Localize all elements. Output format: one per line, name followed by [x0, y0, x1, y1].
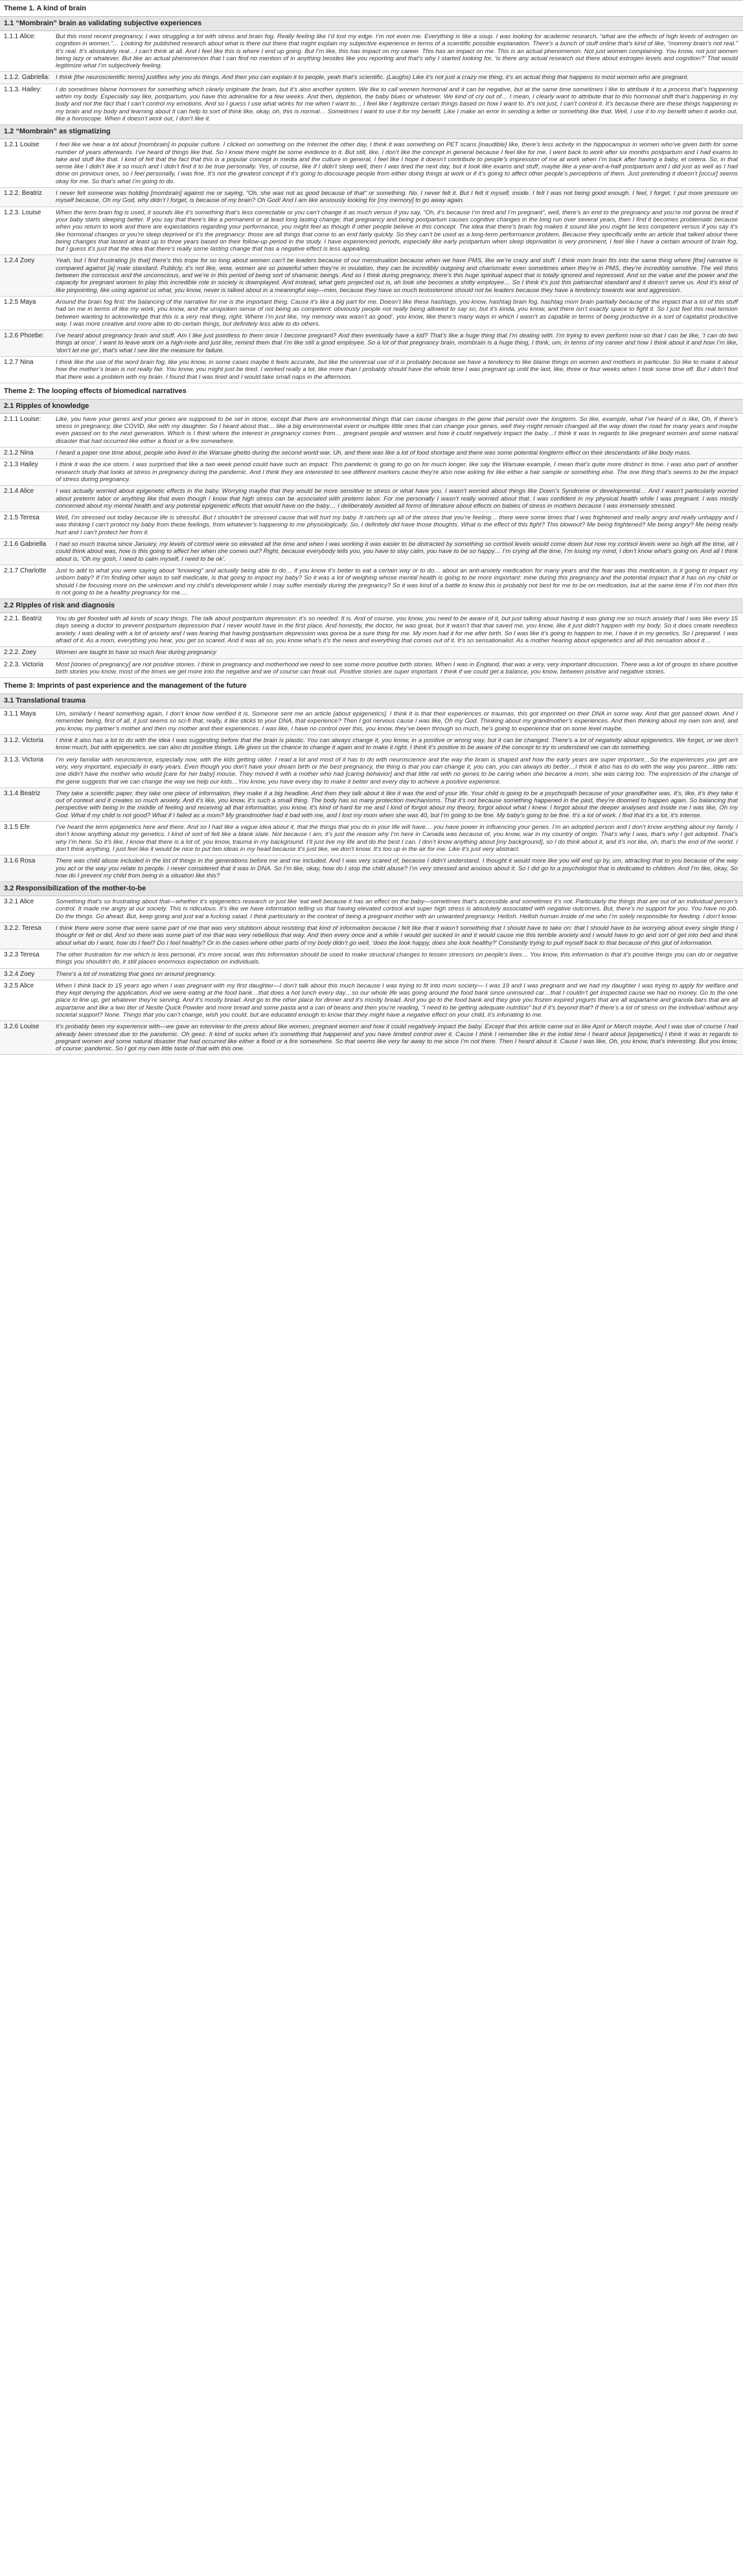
table-row [0, 539, 743, 565]
table-row [0, 855, 743, 882]
quote-text: I think it was the ice storm. I was surprised that like a two week period could have such an impact. This pandemic is going to go on for much longer, like say the Warsaw example, I mean that’s quite more distinct in time. I was also part of another research study that looks at stress in pregnancy during the pandemic. And I think they are interested to see different markers cause they’re also now asking for like either a hair sample or something else. The one thing that’s seems to be the impact of stress during pregnancy. [56, 461, 738, 483]
quote-id: 3.2.6 Louise [4, 1023, 40, 1031]
quote-text: I think there were some that were same part of me that was very stubborn about resisting that kind of information because I felt like that it wasn’t something that I should have to take on: that I should have to be worrying about every single thing I thought or felt or did. And so there was some part of me that was very rebellious that way. And then every once and a while I would get sucked in and it would cause me this terrible anxiety and I would have to go and sort of get into bed and think about what do I want, how do I feel? Do I feel healthy? Or in the cases where other parts of my body didn’t go well, ‘does the look happy, does she look healthy?’ Constantly trying to pull myself back to that because of this glut of information. [56, 925, 738, 947]
quote-id: 3.1.3. Victoria [4, 756, 43, 763]
quote-text: I’ve heard about pregnancy brain and stuff. Am I like just pointless to them once I become pregnant? And then eventually have a kid? That’s like a huge thing that I’m dealing with. I’m trying to even perform now so that I can be like, ‘I can do two things at once’. I want to leave work on a high-note and just like, remind them that I’m like still a good employee. So a lot of that pregnancy brain, mombrain is a huge thing, I think, um, in terms of my career and how I think about it and how I’m like, ‘don’t let me go’, that’s what I see like the measure for failure. [56, 332, 738, 354]
quote-text: There’s a lot of moralizing that goes on around pregnancy. [56, 970, 216, 978]
subtheme-heading: 3.2 Responsibilization of the mother-to-be [0, 882, 743, 896]
quote-text: Yeah, but I find frustrating [is that] there’s this trope for so long about women can’t be leaders because of our menstruation because when we have PMS, like we’re crazy and stuff. I think mom brain fits into the same thing where [the] narrative is compared against [a] male standard. Publicly, it’s not like, wow, women are so powerful when they’re in ovulation, they can be incredibly outgoing and charismatic even sometimes when they’re in PMS, they’re incredibly sensitive. The veil thins between the conscious and the unconscious, and we’re in this period of being sort of shamanic beings. And so I think during pregnancy, there’s this huge spiritual aspect that is totally ignored and repressed. And so the value and the power and the capacity for pregnant women to play this incredible role in society is downplayed. And instead, what gets projected out is, ah look she becomes a shitty employee… So I think it’s just this patriarchal standard and it doesn’t serve us. And it’s kind of like pinpointing, like using against us what, you know, never is talked about in a meaningful way—men, because they have so much testosterone should not be leaders because they have a tendency towards war and aggression. [56, 257, 738, 294]
quote-id: 1.2.2. Beatriz [4, 190, 42, 198]
quote-text: Just to add to what you were saying about “knowing” and actually being able to do… if you know it’s better to eat a certain way or to do… about an anti-anxiety medication for many years and the fear was this medication, is it going to impact my unborn baby? If I’m finding other ways to self medicate, is that going to impact my baby? So it was a lot of weighing whose mental health is going to be more important: mine during this pregnancy and the potential impact that it has on my child or should I be focusing more on the unknown and my child’s development while I may suffer mentally during the pregnancy? So it was kind of a battle to know this is probably not best for me to be on medication, but at the same time if I’m not then this is not going to be a healthy pregnancy for me…. [56, 567, 738, 596]
quote-text: Um, similarly I heard something again, I don’t know how verified it is. Someone sent me an article [about epigenetics]. I think it is that their experiences or traumas, this got imprinted on their DNA in some way. And that got passed down. And I remember being, first of all, it just seems so sci-fi that, really, it like sticks to your DNA, that experience? Then I got nervous cause I was like, Oh my God. Thinking about my grandmother’s experiences. And then thinking about my own son and, and you know, my partner’s mother and then my mother and their experiences. I was like, I have no control over this, you know, they’ve been through so much, he’s going to experience that on some level maybe. [56, 710, 738, 732]
quote-id: 2.1.7 Charlotte [4, 567, 47, 574]
quote-id: 3.1.4 Beatriz [4, 789, 41, 797]
table-row [0, 896, 743, 923]
quote-id: 3.1.6 Rosa [4, 857, 36, 865]
table-row [0, 754, 743, 788]
table-row [0, 949, 743, 969]
theme-heading: Theme 3: Imprints of past experience and the management of the future [0, 678, 743, 694]
table-row [0, 297, 743, 330]
theme-heading: Theme 1. A kind of brain [0, 1, 743, 17]
subtheme-heading: 1.1 “Mombrain” brain as validating subjective experiences [0, 17, 743, 31]
table-row [0, 708, 743, 735]
quote-group [0, 613, 743, 678]
subtheme-heading: 1.2 “Mombrain” as stigmatizing [0, 125, 743, 139]
quote-text: I never felt someone was holding [mombrain] against me or saying, “Oh, she was not as good because of that” or something. No. I never felt it. But I felt it myself, inside. I felt I was not being good enough. I feel, I forget. I put more pressure on myself because, Oh my God, why didn’t I forget, is because of my brain? Oh God! And I am like anxiously looking for [my memory] to go away again. [56, 190, 738, 205]
table-row [0, 980, 743, 1021]
table-row [0, 486, 743, 512]
table-row [0, 447, 743, 459]
quote-group [0, 414, 743, 599]
table-row [0, 330, 743, 357]
table-row [0, 512, 743, 539]
quote-text: The other frustration for me which is less personal, it’s more social, was this information should be used to make structural changes to lessen stressors on people’s lives… You know, this information is that it’s positive things you can do or negative things you shouldn’t do, it still places enormous expectation on individuals. [56, 951, 738, 966]
quote-id: 1.1.1 Alice: [4, 33, 36, 40]
quote-id: 2.2.1. Beatriz [4, 615, 42, 623]
quote-id: 1.1.2. Gabriella: [4, 74, 50, 82]
quote-text: I heard a paper one time about, people who lived in the Warsaw ghetto during the second world war. Uh, and there was like a lot of food shortage and there was some potential longterm effect on their descendants of like body mass. [56, 449, 692, 457]
quote-id: 1.2.5 Maya [4, 298, 36, 306]
quote-text: But this most recent pregnancy, I was struggling a lot with stress and brain fog. Really feeling like I’d lost my edge. I’m not even me. Everything is like a soup. I was looking for academic research, “what are the effects of high levels of estrogen on cognition in women.”… Looking for published research about what is there out there that might explain my subjective experience in terms of a scientific possible explanation. There’s a bunch of stuff online that’s kind of like, “mommy brain’s not real.” It’s real. It’s absolutely real…I can’t think at all. And I feel like this is where I end up going. But I’m like, this has impact on my career. This has an impact on me. This is an actual phenomenon. Not just women complaining. You know, not just women being lazy or whatever. But like an actual phenomenon that I can find no mention of in anything besides like you reporting and that’s why I started looking for, ‘is there any actual research out there about estrogen levels and cognition?’ That would legitimize what I’m subjectively feeling. [56, 33, 738, 70]
quote-id: 2.2.2. Zoey [4, 649, 37, 657]
table-row [0, 84, 743, 125]
table-row [0, 357, 743, 383]
subtheme-heading: 3.1 Translational trauma [0, 694, 743, 708]
quote-text: I feel like we hear a lot about [mombrain] in popular culture. I clicked on something on the Internet the other day, I think it was something on PET scans [inaudible] like, there’s less activity in the hippocampus in women who’ve given birth for some number of years afterwards. I’ve heard of things like that. So I know there might be some evidence to it. But still, like, I don’t like the concept in general because I feel like for me, I went back to work after six months postpartum and I had exams to take and stuff like that. I kind of felt that the fact that this is a popular concept in media and the culture in general, I feel like I hope it doesn’t contribute to people’s impression of me at work when I’m back after having a baby, et cetera. So, in that sense like I didn’t like it so much and I didn’t find it to be true personally. Yes, of course, like if I didn’t sleep well, then I was tired the next day, but it took like exams and stuff, maybe like a year-and-a-half postpartum and I did just as well as I had done on previous ones, so I feel personally, I was fine. It’s not the greatest concept if it’s going to discourage people from either doing things at work or if it’s going to affect other people’s perceptions of them. Just pretending it doesn’t [occur] seems okay for me. So that’s what I’m going to do. [56, 141, 738, 185]
quote-id: 1.2.3. Louise [4, 209, 41, 216]
quote-id: 2.1.4 Alice [4, 488, 34, 495]
quote-id: 1.2.4 Zoey [4, 257, 35, 265]
quote-text: I think it also has a lot to do with the idea I was suggesting before that the brain is plastic. You can always change it, you know, in a positive or wrong way, but it can be changed. There’s a lot of negativity about epigenetics. We forget, or we don’t know much, but with epigenetics, we can also do positive things. Life gives us the chance to change it again and to make it right. I think it’s positive to be aware of the concept to try to understand we can do something. [56, 737, 738, 752]
table-row [0, 969, 743, 980]
table-row [0, 659, 743, 679]
quote-text: When the term brain fog is used, it sounds like it’s something that’s less correctable or you can’t change it as much versus if you say, “Oh, it’s because I’m tired and I’m pregnant”, well, there’s an end to the pregnancy and you’re not gonna be tired if your baby starts sleeping better. If you say that there’s like a permanent or at least long lasting change; that pregnancy and being postpartum causes cognitive changes in the long run over several years, then I find it becomes problematic because when you return to work and there are expectations regarding your performance, you might feel as though if other people believe in this concept. The idea that there’s brain fog makes it sound like you might be less competent versus if you say it’s like hormonal changes or you’re sleep deprived or it’s the pregnancy: those are all things that come to an end fairly quickly. So they can’t be used as a long-term performance problem. Because they specifically write an article that talked about there being changes that lasted at least up to three years based on their follow-up period in the study. I have experienced periods, especially like early postpartum when sleep deprivation is very prominent, I feel like I have a certain amount of brain fog, but I guess it’s just that the idea that there’s really some lasting change that has a negative effect is less appealing. [56, 209, 738, 253]
table-row [0, 414, 743, 447]
quote-text: I think [the neuroscientific terms] justifies why you do things. And then you can explain it to people, yeah that’s scientific. (Laughs) Like it’s not just a crazy me thing, it’s an actual thing that happens to most women who are pregnant. [56, 74, 689, 82]
quote-text: Around the brain fog first: the balancing of the narrative for me is the important thing. Cause it’s like a big part for me. Doesn’t like these hashtags, you know, hashtag brain fog, hashtag mom brain partially because of the impact that a lot of this stuff had on me in terms of like my work, you know, and the unspoken sense of not being as competent: obviously people not really being allowed to say so, but it’s kinda, you know, and there isn’t exactly space to fight it. So I just feel this real tension between wanting to acknowledge that this is a very real thing, right. Where I’m just like, ‘my memory was wasn’t as good’, you know, like there’s many ways in which I wasn’t as capable in terms of being productive in a sort of capitalist productive way. I was more creative and more able to do certain things, but definitely less able to do others. [56, 298, 738, 328]
quote-id: 2.1.2 Nina [4, 449, 34, 457]
table-row [0, 139, 743, 188]
quote-id: 1.2.1 Louise [4, 141, 40, 149]
table-row [0, 188, 743, 207]
quote-text: Something that’s so frustrating about that—whether it’s epigenetics research or just like ‘eat well because it has an effect on the baby—sometimes that’s accessible and sometimes it’s not. Particularly the things that are out of an individual person’s control. It made me angry at our society. This is ridiculous. It’s like we have information telling us that having elevated cortisol and super high stress is absolutely associated with negative outcomes. But, there’s no support for you. You have no job. Do the things. Go ahead. But, keep going and just eat a fucking salad. I think particularly in the context of being a pregnant mother with an unwanted pregnancy. Hellish. Hellish human inside of me who I’m solely responsible for feeding. I don’t know. [56, 898, 738, 920]
table-row [0, 647, 743, 659]
quote-id: 2.1.1 Louise: [4, 415, 41, 423]
quote-text: You do get flooded with all kinds of scary things. The talk about postpartum depression: it’s so needed. It is. And of course, you know, you need to be aware of it, but just talking about having it was giving me so much anxiety that I was like every 15 days seeing a doctor to prevent postpartum depression that I never would have in the first place. And honestly, the doctor, he was great, but it wasn’t that that saved me, you know, like it just didn’t happen with my body. So it does create needless anxiety. I was dealing with a lot of anxiety and I was fearing that having postpartum depression was gonna be a sure thing for me. My mom had it for me after birth. So I was like it’s going to happen to me, I have it in my genetics. So I prepared. I was afraid of it. As a mom, everything you hear, you get so scared. And it was all so, you know what’s it’s the news and everything that comes out of it. It’s so sensationalist. As a mother hearing about epigenetics and all this sensation about it… [56, 615, 738, 644]
quote-group [0, 896, 743, 1055]
quote-id: 1.1.3. Hailey: [4, 85, 42, 93]
quote-text: I think like the use of the word brain fog, like you know, in some cases maybe it feels accurate, but like the universal use of it is probably because we have a tendency to like blame things on women and mothers in particular. So like to make it about how the mother’s brain is not really fair. You know, you might just be tired. I worked really a lot, like more than I probably should have the whole time I was pregnant up until the last, like, three or four weeks when I took some time off. But I didn’t find that there was a problem with my brain. I found that I was tired and I would take small naps in the afternoon. [56, 358, 738, 381]
table-row [0, 613, 743, 647]
quote-text: I’ve heard the term epigenetics here and there. And so I had like a vague idea about it, that the things that you do in your life will have… you have power in influencing your genes. I’m an adopted person and I don’t know anything about my family. I don’t know anything about my genetics. I kind of sort of felt like a blank slate. Not because I am, it’s just the reason why I’m here in Canada was because of, you know, war in my country of origin. That’s why I was, that’s why I got adopted. That’s why I’m here. So it’s like, I know that there is a lot of, you know, trauma in my background. I’ll just live my life and do the best I can. I don’t know anything about [my background], so I do think about it, and it’s not like, oh, that’s the end of the world. I don’t think anything, I just feel like it would be nice to put two ideas in my head because it’s just like, we don’t know. It’s too up in the air for me. Like it’s just very abstract. [56, 824, 738, 853]
table-row [0, 31, 743, 72]
quote-text: I was actually worried about epigenetic effects in the baby. Worrying maybe that they would be more sensitive to stress or what have you. I wasn’t worried about things like Down’s Syndrome or developmental… And I wasn’t particularly worried about preterm labor or anything like that even though I know that high stress can be associated with preterm labor. For me personally I wasn’t really worried about that. I was confident in my physical health while I was pregnant. I was mostly concerned about my mental health and any potential epigenetic effects that would have on the baby… I deliberately avoided all forms of literature about effects on babies of stress in mothers because I was immensely stressed. [56, 488, 738, 510]
quote-text: Well, I’m stressed out today because life is stressful. But I shouldn’t be stressed cause that will hurt my baby. It ratchets up all of the stress that you’re feeling… there were some times that I was frightened and really angry and really unhappy and I was thinking I can’t protect my baby from these feelings, from whatever’s happening to me physiologically. So, I definitely did have those thoughts. What is the effect of this fight? This blowout? Me being frightened? Me being angry? Me being really hurt and I can’t protect her from it. [56, 514, 738, 536]
quote-text: Most [stories of pregnancy] are not positive stories. I think in pregnancy and motherhood we need to see some more positive birth stories. When I was in England, that was a very, very important discussion. There was a lot of groups to share positive birth stories you know, most of the times we get more into the negative and we of course can freak out. Positive stories are super important. I think if we could get a balance, you know, between positive and negative stories. [56, 661, 738, 675]
quote-text: Women are taught to have so much fear during pregnancy [56, 649, 216, 657]
quote-id: 3.1.1 Maya [4, 710, 36, 718]
quote-id: 3.2.3 Teresa [4, 951, 40, 958]
table-row [0, 923, 743, 949]
quote-id: 3.2.5 Alice [4, 982, 34, 989]
quote-text: When I think back to 15 years ago when I was pregnant with my first daughter—I don’t talk about this much because I was trying to fit into mom society— I was 19 and I was pregnant and we had my daughter I was trying to apply for welfare and they kept denying the application. And we were eating at the food bank…that does a hot lunch every day…so our whole life was going around the food bank since uninsured car…that I couldn’t get inspected cause we had no money. Go to the one place to line up, get whatever they’re serving. And it’s mostly bread. And go to the other place for dinner and it’s mostly bread. And you go to the food bank and they give you frozen expired yogurts that are all aspartame and granola bars that are all aspartame and like a two liter of Nestle Quick Powder and more bread and some pasta and a can of beans and then you’re reading, “I need to be getting adequate nutrition” but if it’s beyond that? If there’s a lot of stress on the individual without any societal support? None. Things that you can’t change, wish you could, but are educated enough to know that they might have a negative effect on your child, it’s infuriating to me. [56, 982, 738, 1019]
quote-id: 1.2.6 Phoebe: [4, 332, 45, 340]
table-row [0, 1021, 743, 1055]
quote-text: There was child abuse included in the list of things in the generations before me and me included. And I was very scared of, because I didn’t understand. I thought it would more like you will end up by, um, attracting that to you because of the way you act or the way you relate to people. I never considered that it was in DNA. So I’m like, okay, how do I stop the child abuse? I’m very stressed and anxious about it. So I did go to a psychologist that is dedicated to children. And I’m like, okay, So how do I prevent my child from being in a situation like this? [56, 857, 738, 879]
quote-text: Like, you have your genes and your genes are supposed to be set in stone, except that there are environmental things that can cause changes in the gene that persist over the longterm. So like, example, what I’ve heard of is like, Oh, if there’s stress in pregnancy, like COVID, like with my daughter. So I heard about that… like a big environmental event or multiple little ones that can change your genes, well they might remain changed all the way down the road for many years and maybe even passed on to the next generation. Which is I think where the interest in pregnancy comes from… pregnant people and women and how it could negatively impact the baby…I think it was in regards to like pregnant women and some natural disaster that had occurred like either a flood or a fire somewhere. [56, 415, 738, 445]
table-row [0, 255, 743, 296]
table-row [0, 822, 743, 855]
quote-id: 2.1.3 Hailey [4, 461, 38, 469]
quote-group [0, 139, 743, 383]
table-row [0, 207, 743, 256]
theme-heading: Theme 2: The looping effects of biomedical narratives [0, 383, 743, 400]
quote-id: 2.2.3. Victoria [4, 661, 43, 668]
quote-id: 3.2.2. Teresa [4, 925, 41, 932]
table-document [0, 0, 743, 1055]
quote-group [0, 708, 743, 882]
quote-id: 2.1.5 Teresa [4, 514, 40, 522]
quote-id: 1.2.7 Nina [4, 358, 34, 366]
subtheme-heading: 2.1 Ripples of knowledge [0, 400, 743, 414]
quote-id: 2.1.6 Gabriella [4, 541, 47, 548]
table-row [0, 459, 743, 486]
quote-id: 3.2.4 Zoey [4, 970, 35, 978]
quote-id: 3.1.5 Efe [4, 824, 30, 831]
quote-text: They take a scientific paper, they take one piece of information, they make it a big headline. And then they talk about it like it was the end of your life. Your child is going to be a psychopath because of your grandfather was. It’s, like, it’s they take it out of context and it creates so much anxiety. And it’s like, you know, it’s such a small thing. The body has so many protection mechanisms. That it’s not because something happened in the past, they’re doomed to happen again. So balancing that perspective with being in the middle of feeling and receiving all that information, you know, it’s kind of hard for me and I kind of forgot about my theory, forgot about what I knew. I forgot about the deeper analyses and inside me I was like, Oh my God. What if my child is not good? What if I failed as a mom? My grandmother had it bad with me, and I lost my mom when she was 40, but I’m going to be fine. My baby’s going to be fine. It’s a lot of work. I find that it’s a lot, it’s intense. [56, 789, 738, 819]
table-row [0, 565, 743, 599]
quote-id: 3.1.2. Victoria [4, 737, 43, 745]
quote-text: I had so much trauma since January, my levels of cortisol were so elevated all the time and when I was working it was easier to be distracted by something so cortisol levels would come down but now my cortisol levels were so high all the time, all I could think about was, how is this going to affect her when she comes out? Right, because everybody tells you, you have to stay calm, you have to be so happy… I’m crying all the time, I’m losing my mind, I don’t know what’s going on. And all I think about is, ‘Oh my gosh, I need to calm myself, I need to be ok’. [56, 541, 738, 563]
quote-text: It’s probably been my experience with—we gave an interview to the press about like women, pregnant women and how it could negatively impact the baby. Except that this article came out in like April or March maybe. And I was due of course I had already been stressed due to the pandemic. Oh geez. It kind of sucks when it’s something that happened and you have limited control over it. Cause I think I remember like in the initial time I heard about [epigenetics] I think it was in regards to pregnant women and some natural disaster that had occurred like either a flood or a fire somewhere. So that seems like very far away to me since I’m not there. Then I heard about it. Cause I was like, Oh, you know, that’s interesting. But you know, of course: pandemic. So I got my own little taste of that with this one. [56, 1023, 738, 1053]
table-row [0, 72, 743, 84]
quote-group [0, 31, 743, 125]
quote-text: I’m very familiar with neuroscience, especially now, with the kids getting older. I read a lot and most of it has to do with neuroscience and the way the brain is shaped and how the early years are super important…So the experiences you get are very, very important, especially in early years. Even though you don’t have your dream birth or the best pregnancy, the thing is that you can change it, you can, you can always do better…I think it also has to do with the way you parent…little rats: one didn’t have the mother who would [care for her baby] mouse. They moved it with a mother who had [caring behavior] and that little rat with no genes to be caring when she became a mom, she was caring too. The expression of the change of the gene suggests that we can change the way we help our kids…You know, you have every day to make it better and every day to achieve a positive experience. [56, 756, 738, 785]
quote-id: 3.2.1 Alice [4, 898, 34, 906]
subtheme-heading: 2.2 Ripples of risk and diagnosis [0, 599, 743, 613]
table-row [0, 788, 743, 822]
table-row [0, 735, 743, 754]
quote-text: I do sometimes blame hormones for something which clearly originate the brain, but it’s also another system. We like to call women hormonal and it can be negative, but at the same time sometimes I like to attribute it to a process that’s happening within my body. Especially say like, postpartum, you have this adrenaline for a few weeks. And then, depletion, the baby blues or whatever. We kind of cry out of… I mean, I clearly want to attribute that to this hormonal shift that’s happening in my body and not the fact that I can’t control my emotions. And so I guess I use what works for me when I want to… I feel like I legitimize certain things based on how I want to. It’s not just, I can’t control it. It’s because there are these things happening in my brain and my body and learning about it can help to sort of think like, okay, oh, this is normal… Sometimes I want to use it for my benefit. Like I make an error in sending a letter or something like that. Well, I use it to my benefit when it works out, like a horoscope. When it doesn’t work out, I don’t like it. [56, 85, 738, 122]
